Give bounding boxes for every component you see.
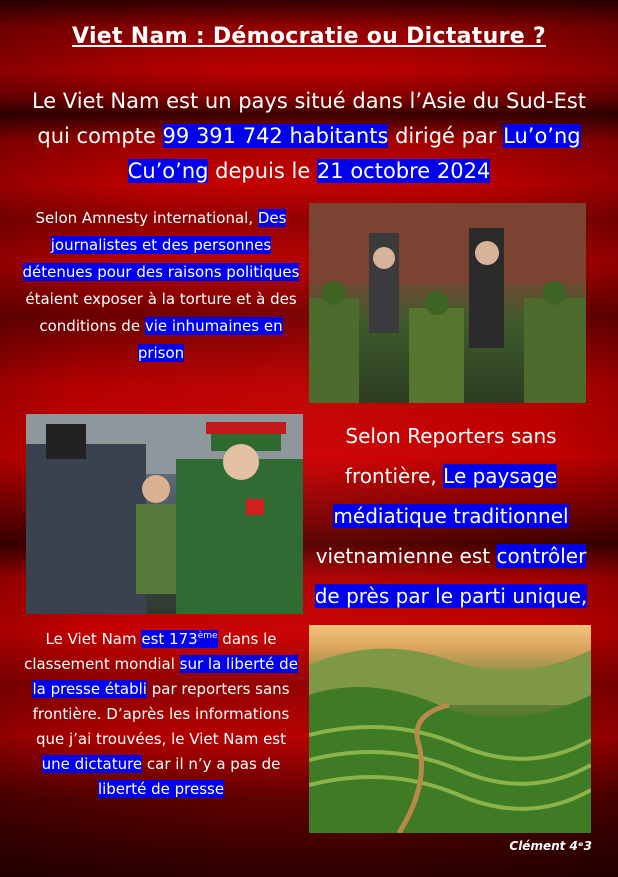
amnesty-text-1: Selon Amnesty international, xyxy=(35,209,258,227)
ranking-suffix: ème xyxy=(197,631,218,641)
population-highlight: 99 391 742 habitants xyxy=(162,124,389,148)
date-highlight: 21 octobre 2024 xyxy=(316,159,491,183)
rsf-paragraph xyxy=(306,416,596,616)
amnesty-highlight-1: Des journalistes et des personnes détenues pour des raisons politiques xyxy=(22,209,300,281)
rsf-highlight-1: Le paysage médiatique traditionnel xyxy=(333,464,569,528)
amnesty-paragraph xyxy=(20,205,302,367)
amnesty-text-2: étaient exposer à la torture et à des conditions de xyxy=(25,290,297,335)
ranking-highlight-1 xyxy=(141,630,217,648)
amnesty-highlight-2: vie inhumaines en prison xyxy=(137,317,283,362)
intro-paragraph xyxy=(22,84,596,189)
rsf-text-2: vietnamienne est xyxy=(315,544,497,568)
intro-text-2: dirigé par xyxy=(388,124,504,148)
ranking-highlight-3: une dictature xyxy=(41,755,143,773)
ranking-highlight-2: sur la liberté de la presse établi xyxy=(32,655,298,698)
intro-text-1: Le Viet Nam est un pays situé dans l’Asie du Sud-Est qui compte xyxy=(31,89,587,148)
police-journalists-photo xyxy=(26,414,303,614)
rice-terraces-photo xyxy=(309,625,591,833)
leader-highlight: Lu’o’ng Cu’o’ng xyxy=(127,124,581,183)
ranking-paragraph xyxy=(20,624,302,802)
author-signature: Clément 4ᵉ3 xyxy=(509,839,592,853)
ranking-text-2: dans le classement mondial xyxy=(24,630,277,673)
rsf-highlight-2: contrôler de près par le parti unique, xyxy=(314,544,588,608)
ranking-number: est 173 xyxy=(141,630,198,648)
ranking-text-1: Le Viet Nam xyxy=(45,630,142,648)
intro-text-3: depuis le xyxy=(208,159,317,183)
page-title: Viet Nam : Démocratie ou Dictature ? xyxy=(72,24,546,49)
ranking-text-3: par reporters sans frontière. D’après les informations que j’ai trouvées, le Viet Nam est xyxy=(32,680,290,748)
rsf-text-1: Selon Reporters sans frontière, xyxy=(344,424,557,488)
ranking-highlight-4: liberté de presse xyxy=(97,780,225,798)
ranking-text-4: car il n’y a pas de xyxy=(142,755,281,773)
trial-photo xyxy=(309,203,586,403)
